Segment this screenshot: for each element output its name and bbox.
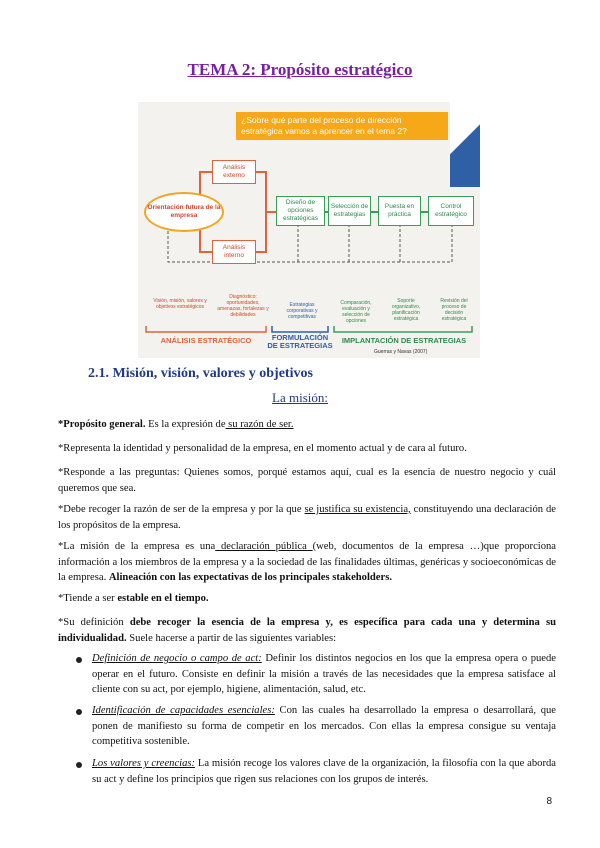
node-internal-analysis: Análisis interno [212, 240, 256, 264]
node-orientation: Orientación futura de la empresa [144, 192, 224, 232]
page-title: TEMA 2: Propósito estratégico [187, 60, 413, 79]
bullet-dot [76, 709, 82, 715]
subheading-mision: La misión: [272, 390, 328, 405]
sub-strategies: Estrategias corporativas y competitivas [286, 302, 318, 320]
page-number: 8 [546, 796, 552, 807]
node-control: Control estratégico [428, 196, 474, 226]
bullet-valores: Los valores y creencias: La misión recoge los valores clave de la organización, la filosofía con la que aborda su act y define los principios que rigen sus relaciones con los grupos de interés. [92, 758, 556, 785]
label-analysis: ANÁLISIS ESTRATÉGICO [160, 336, 252, 345]
label-formulation: FORMULACIÓN DE ESTRATEGIAS [267, 333, 333, 350]
sub-review: Revisión del proceso de decisión estratégica [440, 298, 468, 322]
bullet-capacidades: Identificación de capacidades esenciales: Con las cuales ha desarrollado la empresa o desarrollará, que ponen de manifiesto su forma de competir en los mercados. Con ellas la empresa consigue su ventaja competitiva sostenible. [92, 705, 556, 747]
sub-orientation: Visión, misión, valores y objetivos estratégicos [153, 298, 207, 310]
node-design: Diseño de opciones estratégicas [276, 196, 325, 226]
section-heading: 2.1. Misión, visión, valores y objetivos [88, 366, 313, 381]
sub-comparison: Comparación, evaluación y selección de opciones [340, 300, 372, 324]
paragraph-proposito: *Propósito general. Es la expresión de su razón de ser. [58, 419, 294, 430]
paragraph-declaracion: *La misión de la empresa es una declaración pública (web, documentos de la empresa …)que proporciona información a los miembros de la empresa y a la sociedad de las finalidades últimas, genéricas y socioeconómicas de la empresa. Alineación con las expectativas de los principales stakeholders. [58, 541, 557, 583]
label-implementation: IMPLANTACIÓN DE ESTRATEGIAS [341, 336, 467, 345]
sub-support: Soporte organizativo, planificación estratégica [391, 298, 421, 322]
paragraph-estable: *Tiende a ser estable en el tiempo. [58, 593, 209, 604]
node-external-analysis: Análisis externo [212, 160, 256, 184]
node-selection: Selección de estrategias [328, 196, 371, 226]
paragraph-identidad: *Representa la identidad y personalidad de la empresa, en el momento actual y de cara al futuro. [58, 443, 467, 454]
bullet-negocio: Definición de negocio o campo de act: Definir los distintos negocios en los que la empresa opera o puede operar en el futuro. Consiste en definir la misión a través de las necesidades que la empresa satisface al cliente con su act, por ejemplo, higiene, alimentación, salud, etc. [92, 653, 556, 695]
bullet-dot [76, 762, 82, 768]
paragraph-definicion: *Su definición debe recoger la esencia de la empresa y, es específica para cada una y determina su individualidad. Suele hacerse a partir de las siguientes variables: [58, 617, 556, 644]
strategy-process-diagram [138, 102, 480, 358]
paragraph-razon: *Debe recoger la razón de ser de la empresa y por la que se justifica su existencia, constituyendo una declaración de los propósitos de la empresa. [58, 504, 557, 531]
diagram-question-box: ¿Sobre qué parte del proceso de dirección estratégica vamos a aprencer en el tema 2? [236, 112, 448, 140]
diagram-credit: Guerras y Navas (2007) [374, 349, 428, 355]
node-execution: Puesta en práctica [378, 196, 421, 226]
sub-diagnosis: Diagnóstico: oportunidades, amenazas, fortalezas y debilidades [217, 294, 269, 318]
bullet-dot [76, 657, 82, 663]
paragraph-preguntas: *Responde a las preguntas: Quienes somos, porqué estamos aquí, cual es la esencia de nuestro negocio y cuál queremos que sea. [58, 467, 556, 494]
